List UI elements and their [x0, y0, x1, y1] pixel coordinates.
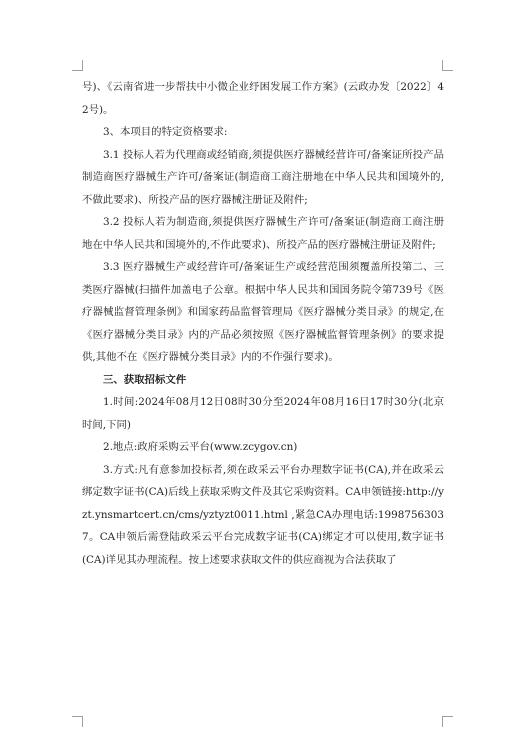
crop-mark-bottom-right	[442, 716, 453, 727]
paragraph-requirement-3-3: 3.3 医疗器械生产或经营许可/备案证生产或经营范围须覆盖所投第二、三类医疗器械(扫描件加盖电子公章。根据中华人民共和国国务院令第739号《医疗器械监督管理条例》和国家药品监督管理局《医疗器械分类目录》的规定,在《医疗器械分类目录》内的产品必须按照《医疗器械监督管理条例》的要求提供,其他不在《医疗器械分类目录》内的不作强行要求)。	[82, 261, 444, 363]
paragraph-obtain-method: 3.方式:凡有意参加投标者,须在政采云平台办理数字证书(CA),并在政采云绑定数字证书(CA)后线上获取采购文件及其它采购资料。CA申领链接:http://yzt.ynsmartcert.cn/cms/yztyzt0011.html ,紧急CA办理电话:19987563037。CA申领后需登陆政采云平台完成数字证书(CA)绑定才可以使用,数字证书(CA)详见其办理流程。按上述要求获取文件的供应商视为合法获取了	[82, 463, 444, 566]
crop-mark-bottom-left	[72, 716, 83, 727]
crop-mark-top-right	[442, 60, 453, 71]
paragraph-policy-reference: 号)、《云南省进一步帮扶中小微企业纾困发展工作方案》(云政办发〔2022〕42号)。	[82, 81, 444, 116]
paragraph-obtain-time: 1.时间:2024年08月12日08时30分至2024年08月16日17时30分(北京时间,下同)	[82, 396, 444, 431]
paragraph-requirement-3-2: 3.2 投标人若为制造商,须提供医疗器械生产许可/备案证(制造商工商注册地在中华人民共和国境外的,不作此要求)、所投产品的医疗器械注册证及附件;	[82, 216, 444, 251]
section-heading-obtain-documents: 三、获取招标文件	[103, 373, 187, 386]
paragraph-qualification-heading: 3、本项目的特定资格要求:	[103, 126, 228, 138]
paragraph-obtain-location: 2.地点:政府采购云平台(www.zcygov.cn)	[103, 441, 298, 453]
document-body	[82, 76, 444, 571]
paragraph-requirement-3-1: 3.1 投标人若为代理商或经销商,须提供医疗器械经营许可/备案证所投产品制造商医疗器械生产许可/备案证(制造商工商注册地在中华人民共和国境外的,不做此要求)、所投产品的医疗器械注册证及附件;	[82, 148, 444, 206]
crop-mark-top-left	[72, 60, 83, 71]
